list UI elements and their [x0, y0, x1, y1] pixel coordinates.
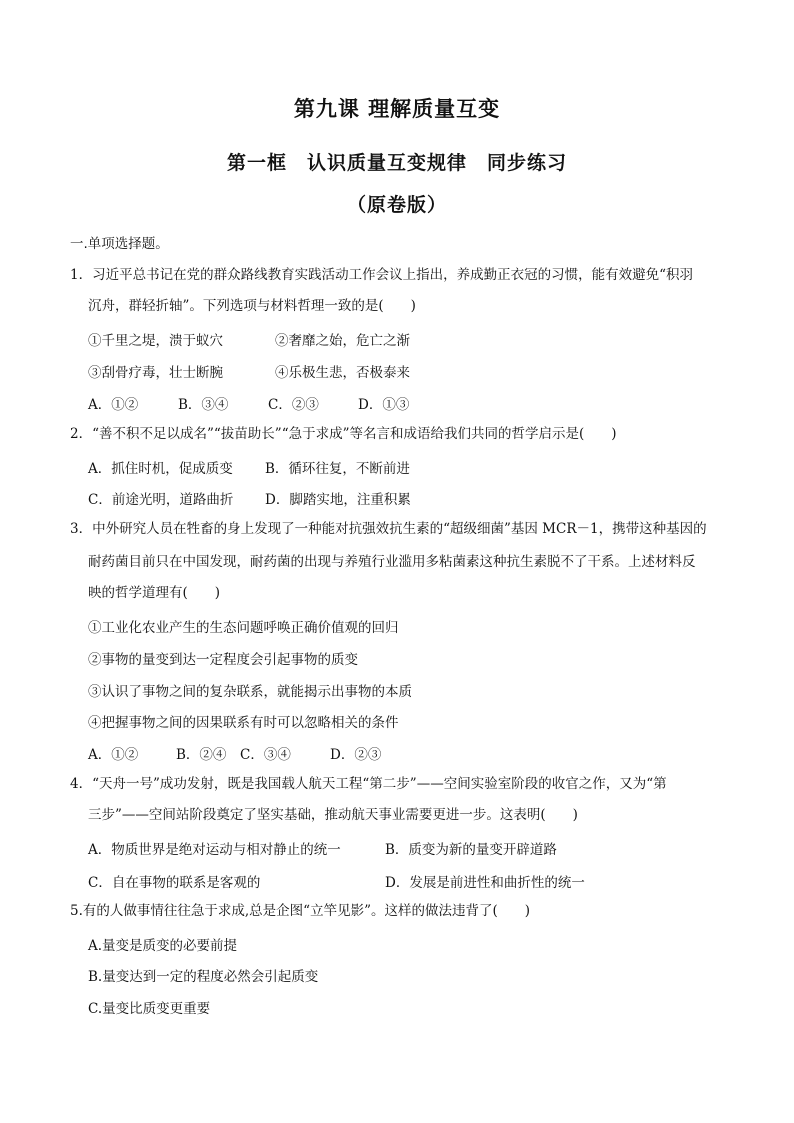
q1-stem-line1: 1．习近平总书记在党的群众路线教育实践活动工作会议上指出，养成勤正衣冠的习惯，能有效避免“积羽 — [70, 267, 693, 283]
q3-statement-4: ④把握事物之间的因果联系有时可以忽略相关的条件 — [88, 715, 399, 731]
q1-option-c: C．②③ — [268, 397, 319, 413]
q2-option-d: D．脚踏实地，注重积累 — [265, 492, 411, 508]
version-label: （原卷版） — [346, 194, 447, 216]
q3-stem-line1: 3．中外研究人员在牲畜的身上发现了一种能对抗强效抗生素的“超级细菌”基因 MCR－1，携带这种基因的 — [70, 521, 707, 537]
q3-stem-line2: 耐药菌目前只在中国发现，耐药菌的出现与养殖行业滥用多粘菌素这种抗生素脱不了干系。上述材料反 — [88, 554, 696, 570]
q3-statement-3: ③认识了事物之间的复杂联系，就能揭示出事物的本质 — [88, 684, 412, 700]
q2-option-b: B．循环往复，不断前进 — [265, 461, 410, 477]
q1-option-d: D．①③ — [358, 397, 410, 413]
q2-option-c: C．前途光明，道路曲折 — [88, 492, 234, 508]
q4-option-c: C．自在事物的联系是客观的 — [88, 875, 261, 891]
q3-statement-1: ①工业化农业产生的生态问题呼唤正确价值观的回归 — [88, 620, 399, 636]
q4-option-a: A．物质世界是绝对运动与相对静止的统一 — [88, 842, 341, 858]
q3-stem-line3: 映的哲学道理有( ) — [88, 585, 221, 601]
q1-option-b: B．③④ — [178, 397, 229, 413]
q3-option-d: D．②③ — [330, 747, 382, 763]
q1-stem-line2: 沉舟，群轻折轴”。下列选项与材料哲理一致的是( ) — [88, 298, 416, 314]
lesson-title: 第九课 理解质量互变 — [293, 97, 501, 121]
q5-option-a: A.量变是质变的必要前提 — [88, 938, 238, 954]
q1-statement-2: ②奢靡之始，危亡之渐 — [275, 333, 410, 349]
q1-statement-1: ①千里之堤，溃于蚁穴 — [88, 333, 223, 349]
q4-option-d: D．发展是前进性和曲折性的统一 — [385, 875, 585, 891]
q3-option-b: B．②④ — [176, 747, 227, 763]
q1-statement-4: ④乐极生悲，否极泰来 — [275, 365, 410, 381]
q5-option-c: C.量变比质变更重要 — [88, 1001, 211, 1017]
q3-statement-2: ②事物的量变到达一定程度会引起事物的质变 — [88, 652, 358, 668]
q4-option-b: B．质变为新的量变开辟道路 — [385, 842, 557, 858]
q4-stem-line1: 4．“天舟一号”成功发射，既是我国载人航天工程“第二步”——空间实验室阶段的收官之作，又为“第 — [70, 776, 667, 792]
q1-option-a: A．①② — [88, 397, 139, 413]
q1-statement-3: ③刮骨疗毒，壮士断腕 — [88, 365, 223, 381]
q5-option-b: B.量变达到一定的程度必然会引起质变 — [88, 969, 319, 985]
section-heading: 一.单项选择题。 — [70, 236, 169, 252]
q5-stem-line1: 5.有的人做事情往往急于求成,总是企图“立竿见影”。这样的做法违背了( ) — [70, 903, 531, 919]
q3-option-a: A．①② — [88, 747, 139, 763]
section-subtitle: 第一框 认识质量互变规律 同步练习 — [226, 152, 567, 174]
q2-option-a: A．抓住时机，促成质变 — [88, 461, 233, 477]
q4-stem-line2: 三步”——空间站阶段奠定了坚实基础，推动航天事业需要更进一步。这表明( ) — [88, 807, 578, 823]
q3-option-c: C．③④ — [240, 747, 291, 763]
q2-stem-line1: 2．“善不积不足以成名”“拔苗助长”“急于求成”等名言和成语给我们共同的哲学启示是( ) — [70, 426, 617, 442]
